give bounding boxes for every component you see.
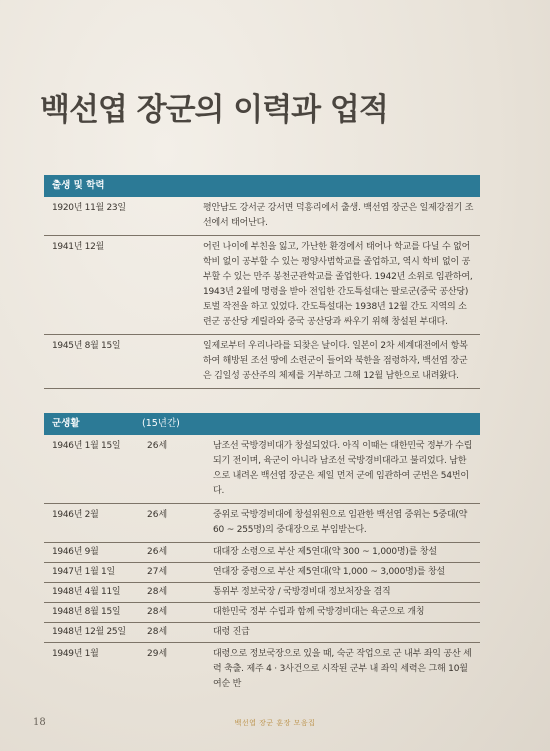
birth-education-section: [44, 175, 480, 389]
row-date: 1948년 8월 15일: [52, 607, 121, 617]
row-date: 1946년 2월: [52, 510, 99, 520]
timeline-row: [44, 504, 480, 543]
row-description: 대대장 소령으로 부산 제5연대(약 300 ~ 1,000명)를 창설: [213, 547, 437, 557]
military-career-section: [44, 413, 480, 696]
row-description: 연대장 중령으로 부산 제5연대(약 1,000 ~ 3,000명)를 창설: [213, 567, 446, 577]
row-description: 통위부 정보국장 / 국방경비대 정보처장을 겸직: [213, 587, 391, 597]
section-header-label: 군생활: [52, 418, 80, 429]
timeline-row: [44, 623, 480, 643]
timeline-row: [44, 583, 480, 603]
timeline-row: [44, 236, 480, 335]
row-description: 평안남도 강서군 강서면 덕흥리에서 출생. 백선엽 장군은 일제강점기 조선에서 태어난다.: [203, 203, 474, 228]
row-date: 1949년 1월: [52, 649, 99, 659]
row-age: 27세: [147, 567, 168, 577]
timeline-row: [44, 197, 480, 236]
section-header: [44, 413, 480, 435]
row-description: 대령으로 정보국장으로 있을 때, 숙군 작업으로 군 내부 좌익 공산 세력 축출. 제주 4 · 3사건으로 시작된 군부 내 좌익 세력은 그해 10월 여순 반: [213, 649, 472, 689]
timeline-row: [44, 563, 480, 583]
section-header-label: 출생 및 학력: [52, 180, 105, 191]
row-description: 일제로부터 우리나라를 되찾은 날이다. 일본이 2차 세계대전에서 항복하여 해방된 조선 땅에 소련군이 들어와 북한을 점령하자, 백선엽 장군은 김일성 공산주의 체제를 거부하고 그해 12월 남한으로 내려왔다.: [203, 341, 468, 381]
row-description: 대한민국 정부 수립과 함께 국방경비대는 육군으로 개칭: [213, 607, 425, 617]
row-description: 어린 나이에 부친을 잃고, 가난한 환경에서 태어나 학교를 다닐 수 없어 학비 없이 공부할 수 있는 평양사범학교를 졸업하고, 역시 학비 없이 공부할 수 있는 만주 봉천군관학교를 졸업한다. 1942년 소위로 임관하여, 1943년 2월에 명령을 받아 전입한 간도특설대는 팔로군(중국 공산당) 토벌 작전을 하고 있었다. 간도특설대는 1938년 12월 간도 지역의 소련군 공산당 게릴라와 중국 공산당과 싸우기 위해 창설된 부대다.: [203, 242, 473, 327]
row-date: 1941년 12월: [52, 242, 104, 252]
timeline-row: [44, 335, 480, 389]
timeline-row: [44, 543, 480, 563]
row-age: 26세: [147, 441, 168, 451]
timeline-row: [44, 603, 480, 623]
section-header: [44, 175, 480, 197]
section-header-duration: (15년간): [142, 418, 180, 429]
row-age: 26세: [147, 547, 168, 557]
timeline-row: [44, 435, 480, 504]
row-description: 남조선 국방경비대가 창설되었다. 아직 이때는 대한민국 정부가 수립되기 전이며, 육군이 아니라 남조선 국방경비대라고 불리었다. 남한으로 내려온 백선엽 장군은 제일 먼저 군에 임관하여 군번은 54번이다.: [213, 441, 473, 496]
timeline-row: [44, 643, 480, 696]
row-description: 중위로 국방경비대에 창설위원으로 임관한 백선엽 중위는 5중대(약 60 ~ 255명)의 중대장으로 부임받는다.: [213, 510, 468, 535]
row-age: 28세: [147, 607, 168, 617]
page-title: 백선엽 장군의 이력과 업적: [40, 92, 388, 128]
row-age: 28세: [147, 627, 168, 637]
row-date: 1946년 1월 15일: [52, 441, 121, 451]
page-number: 18: [33, 717, 46, 728]
row-age: 26세: [147, 510, 168, 520]
row-date: 1945년 8월 15일: [52, 341, 121, 351]
row-date: 1948년 4월 11일: [52, 587, 121, 597]
row-date: 1948년 12월 25일: [52, 627, 126, 637]
footer-book-title: 백선엽 장군 훈장 모음집: [234, 719, 316, 727]
row-age: 28세: [147, 587, 168, 597]
row-date: 1947년 1월 1일: [52, 567, 115, 577]
row-description: 대령 진급: [213, 627, 250, 637]
row-date: 1946년 9월: [52, 547, 99, 557]
row-age: 29세: [147, 649, 168, 659]
row-date: 1920년 11월 23일: [52, 203, 126, 213]
